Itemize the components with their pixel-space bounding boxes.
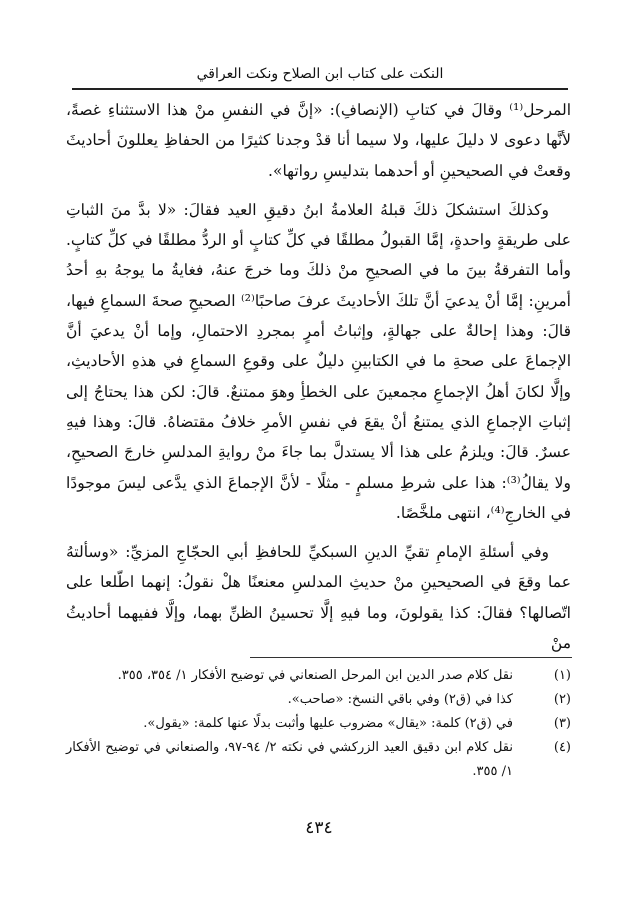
footnote [66,712,571,736]
paragraph-3: وفي أسئلةِ الإمامِ تقيِّ الدينِ السبكيِّ للحافظِ أبي الحجّاجِ المزيِّ: «وسألتهُ عما وقعَ في الصحيحينِ منْ حديثِ المدلسِ معنعنًا هلْ نقولُ: إنهما اطّلعا على اتّصالها؟ فقالَ: كذا يقولونَ، وما فيهِ إلَّا تحسينُ الظنِّ بهما، وإلَّا ففيهما أحاديثُ منْ [66,543,571,653]
footnote [66,664,571,688]
paragraph-1: المرحل⁽¹⁾ وقالَ في كتابِ (الإنصافِ): «إنَّ في النفسِ منْ هذا الاستثناءِ غصةً، لأنَّها دعوى لا دليلَ عليها، ولا سيما أنا قدْ وجدنا كثيرًا من الحفاظِ يعللونَ أحاديثَ وقعتْ في الصحيحينِ أو أحدهما بتدليسِ رواتها». [66,101,571,180]
page-number: ٤٣٤ [305,818,333,838]
footnote [66,688,571,712]
main-text [66,95,571,658]
footnote [66,736,571,784]
footnotes [66,664,571,784]
running-header: النكت على كتاب ابن الصلاح ونكت العراقي [196,66,444,82]
footnote-text: نقل كلام صدر الدين ابن المرحل الصنعاني في توضيح الأفكار ١/ ٣٥٤، ٣٥٥. [117,668,513,683]
paragraph-2: وكذلكَ استشكلَ ذلكَ قبلهُ العلامةُ ابنُ دقيقِ العيد فقالَ: «لا بدَّ منَ الثباتِ على طريقةٍ واحدةٍ، إمَّا القبولُ مطلقًا في كلِّ كتابٍ أو الردُّ مطلقًا في كلِّ كتابٍ. وأما التفرقةُ بينَ ما في الصحيحِ منْ ذلكَ وما خرجَ عنهُ، فغايةُ ما يوجهُ بهِ أحدُ أمرينِ: إمَّا أنْ يدعيَ أنَّ تلكَ الأحاديثَ عرفَ صاحبًا⁽²⁾ الصحيحِ صحةَ السماعِ فيها، قالَ: وهذا إحالةٌ على جهالةٍ، وإثباتُ أمرٍ بمجردِ الاحتمالِ، وإما أنْ يدعيَ أنَّ الإجماعَ على صحةِ ما في الكتابينِ دليلٌ على وقوعِ السماعِ في هذهِ الأحاديثِ، وإلَّا لكانَ أهلُ الإجماعِ مجمعينَ على الخطأِ وهوَ ممتنعٌ. قالَ: لكن هذا يحتاجُ إلى إثباتِ الإجماعِ الذي يمتنعُ أنْ يقعَ في نفسِ الأمرِ خلافُ مقتضاهُ. قالَ: وهذا فيهِ عسرٌ. قالَ: ويلزمُ على هذا ألا يستدلَّ بما جاءَ منْ روايةِ المدلسِ خارجَ الصحيحِ، ولا يقالُ⁽³⁾: هذا على شرطِ مسلمٍ - مثلًا - لأنَّ الإجماعَ الذي يدَّعى ليسَ موجودًا في الخارجِ⁽⁴⁾، انتهى ملخَّصًا. [66,200,572,522]
footnote-text: نقل كلام ابن دقيق العيد الزركشي في نكته ٢/ ٩٤-٩٧، والصنعاني في توضيح الأفكار ١/ ٣٥٥. [66,740,513,779]
footnote-divider [250,657,572,658]
footnote-text: كذا في (ق٢) وفي باقي النسخ: «صاحب». [287,692,513,707]
footnote-number: (٢) [553,692,571,707]
footnote-number: (١) [553,668,571,683]
footnote-number: (٤) [553,740,571,755]
footnote-number: (٣) [553,716,571,731]
header-divider [72,88,568,90]
footnote-text: في (ق٢) كلمة: «يقال» مضروب عليها وأثبت بدلًا عنها كلمة: «يقول». [143,716,513,731]
